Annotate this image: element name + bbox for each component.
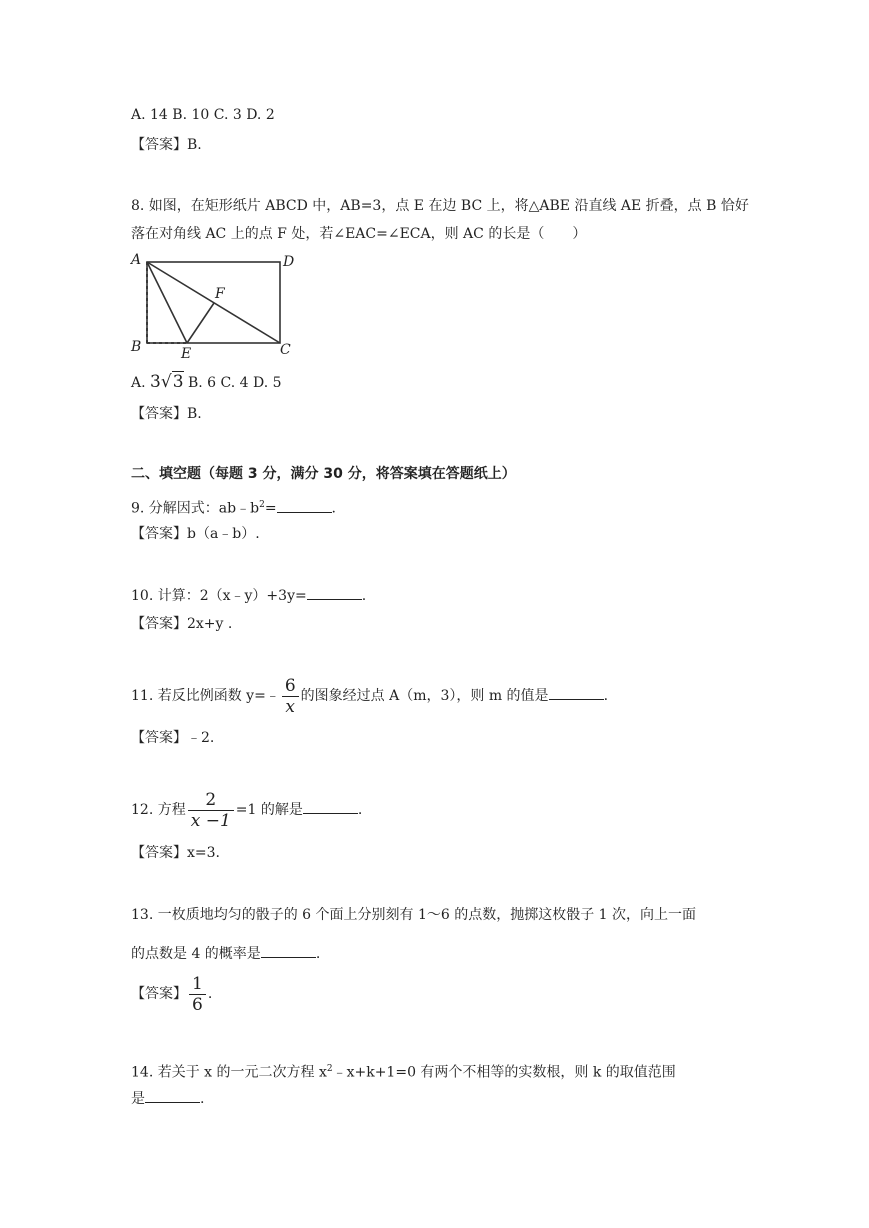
q11-answer: 【答案】﹣2. <box>131 730 215 746</box>
q14-line2-prefix: 是 <box>131 1091 145 1107</box>
q12-prefix: 12. 方程 <box>131 802 186 818</box>
fig-line-ef <box>187 303 214 343</box>
fig-label-e: E <box>181 346 192 362</box>
fig-label-d: D <box>283 254 295 270</box>
q13-answer-prefix: 【答案】 <box>131 986 187 1002</box>
section-heading: 二、填空题（每题 3 分，满分 30 分，将答案填在答题纸上） <box>131 466 516 482</box>
q11-prefix: 11. 若反比例函数 y=﹣ <box>131 688 280 704</box>
q11-fraction <box>282 676 299 717</box>
q13-line2 <box>131 943 320 964</box>
fig-label-c: C <box>280 342 291 358</box>
q9-end: . <box>331 500 336 517</box>
q12-frac-num: 2 <box>205 789 217 810</box>
q11-frac-den: x <box>282 696 299 717</box>
q9-suffix: = <box>264 500 277 517</box>
q12-frac-den: x −1 <box>188 810 234 831</box>
fig-label-b: B <box>131 339 142 355</box>
q11-suffix: 的图象经过点 A（m，3），则 m 的值是 <box>300 688 549 704</box>
q12-question <box>131 788 362 832</box>
q13-answer-end: . <box>207 986 213 1002</box>
fig-label-f: F <box>215 286 225 302</box>
q11-frac-num: 6 <box>284 675 296 696</box>
fig-label-a: A <box>131 252 142 268</box>
q9-answer: 【答案】b（a﹣b）. <box>131 526 260 542</box>
q13-answer <box>131 972 212 1016</box>
q8-option-a-prefix: A. <box>131 375 146 391</box>
q11-question <box>131 674 608 718</box>
q9-blank[interactable] <box>277 498 332 513</box>
q14-line2 <box>131 1088 204 1109</box>
q12-end: . <box>357 802 363 818</box>
q12-answer: 【答案】x=3. <box>131 845 220 861</box>
q10-question <box>131 585 366 606</box>
q9-prefix: 9. 分解因式：ab﹣b <box>131 500 260 517</box>
q13-answer-den: 6 <box>189 994 206 1015</box>
q8-option-a-rad: 3 <box>172 372 184 392</box>
q8-answer: 【答案】B. <box>131 406 202 422</box>
q14-blank[interactable] <box>145 1088 200 1103</box>
q13-answer-fraction <box>189 974 206 1015</box>
q14-sup: 2 <box>326 1064 333 1074</box>
q12-blank[interactable] <box>303 799 358 814</box>
q11-blank[interactable] <box>549 685 604 700</box>
q10-prefix: 10. 计算：2（x﹣y）+3y= <box>131 588 307 604</box>
q12-fraction <box>188 790 234 831</box>
q13-end: . <box>315 946 321 962</box>
q13-answer-num: 1 <box>192 973 203 994</box>
q13-blank[interactable] <box>261 943 316 958</box>
q14-line1 <box>131 1059 676 1083</box>
q13-line1: 13. 一枚质地均匀的骰子的 6 个面上分别刻有 1～6 的点数，抛掷这枚骰子 1 次，向上一面 <box>131 907 697 923</box>
q12-suffix: =1 的解是 <box>235 802 303 818</box>
q10-answer: 【答案】2x+y . <box>131 616 233 632</box>
q8-figure <box>125 250 305 362</box>
q8-options-rest: B. 6 C. 4 D. 5 <box>187 375 282 391</box>
q14-end: . <box>200 1091 205 1107</box>
q8-options <box>131 372 282 393</box>
q11-end: . <box>603 688 609 704</box>
q14-line1-prefix: 14. 若关于 x 的一元二次方程 x <box>131 1064 327 1081</box>
q8-option-a-value: 3√3 <box>150 372 184 392</box>
q9-question <box>131 495 336 519</box>
q10-blank[interactable] <box>307 585 362 600</box>
q8-text-line2: 落在对角线 AC 上的点 F 处，若∠EAC=∠ECA，则 AC 的长是（ ） <box>131 226 587 242</box>
q7-answer: 【答案】B. <box>131 137 202 153</box>
q9-sup: 2 <box>259 500 265 510</box>
q14-line1-suffix: ﹣x+k+1=0 有两个不相等的实数根，则 k 的取值范围 <box>332 1064 676 1081</box>
q8-text-line1: 8. 如图，在矩形纸片 ABCD 中，AB=3，点 E 在边 BC 上，将△ABE 沿直线 AE 折叠，点 B 恰好 <box>131 198 749 214</box>
q13-line2-prefix: 的点数是 4 的概率是 <box>131 946 261 962</box>
q7-options: A. 14 B. 10 C. 3 D. 2 <box>131 107 275 123</box>
q10-end: . <box>361 588 367 604</box>
q8-option-a-coef: 3 <box>150 372 161 392</box>
